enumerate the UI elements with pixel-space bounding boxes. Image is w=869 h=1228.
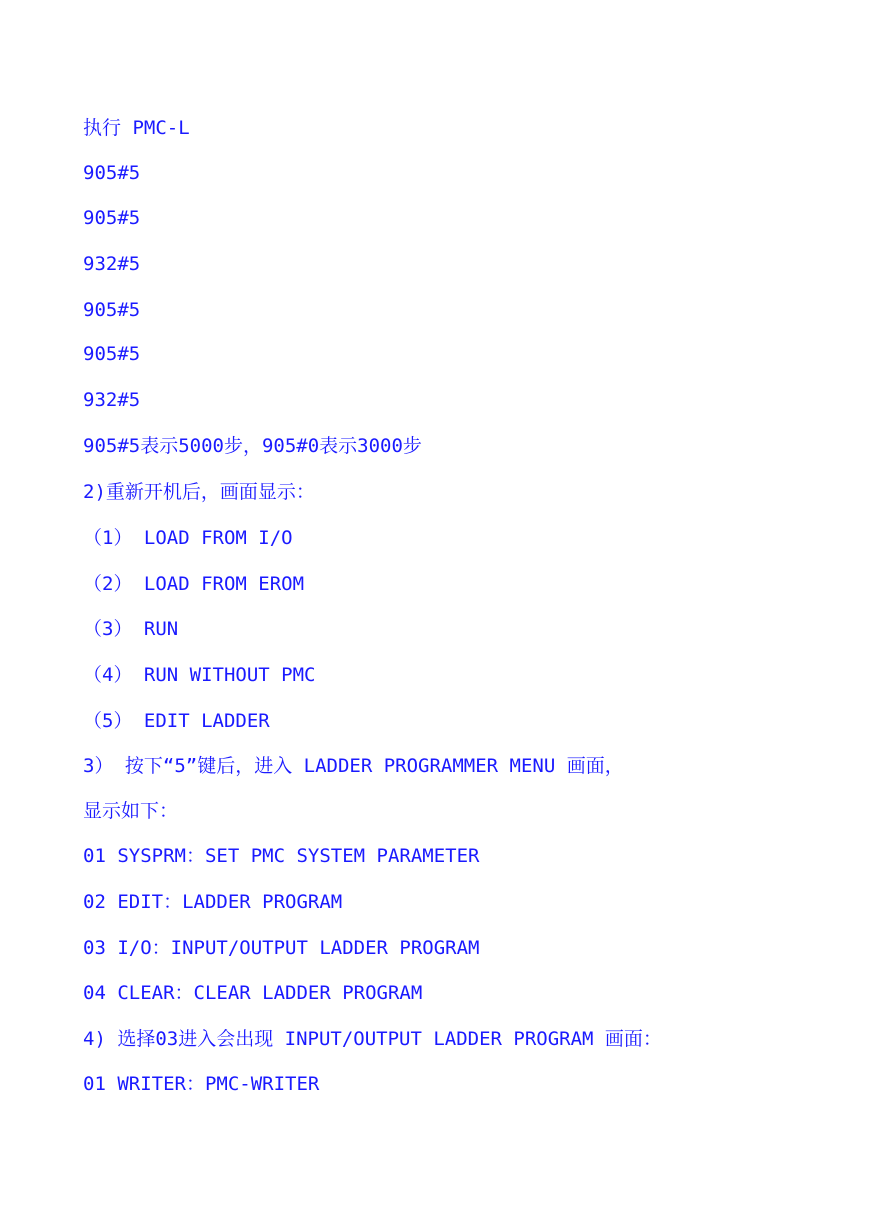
text-line: （2） LOAD FROM EROM xyxy=(83,573,305,595)
text-line: 4) 选择03进入会出现 INPUT/OUTPUT LADDER PROGRAM 画面： xyxy=(83,1028,662,1050)
text-line: 显示如下： xyxy=(83,800,179,822)
text-line: 932#5 xyxy=(83,253,141,275)
text-line: 02 EDIT：LADDER PROGRAM xyxy=(83,891,343,913)
text-line: 905#5 xyxy=(83,162,141,184)
text-line: 2)重新开机后，画面显示： xyxy=(83,481,315,503)
text-line: 01 WRITER：PMC-WRITER xyxy=(83,1073,320,1095)
text-line: 905#5 xyxy=(83,207,141,229)
text-line: 905#5 xyxy=(83,343,141,365)
text-line: （1） LOAD FROM I/O xyxy=(83,527,293,549)
text-line: 905#5表示5000步，905#0表示3000步 xyxy=(83,435,422,457)
text-line: 3） 按下“5”键后，进入 LADDER PROGRAMMER MENU 画面， xyxy=(83,755,624,777)
text-line: 03 I/O：INPUT/OUTPUT LADDER PROGRAM xyxy=(83,937,480,959)
text-line: 905#5 xyxy=(83,299,141,321)
text-line: （4） RUN WITHOUT PMC xyxy=(83,664,316,686)
text-line: （5） EDIT LADDER xyxy=(83,710,270,732)
text-line: 执行 PMC-L xyxy=(83,117,190,139)
text-line: （3） RUN xyxy=(83,618,179,640)
text-line: 04 CLEAR：CLEAR LADDER PROGRAM xyxy=(83,982,423,1004)
text-line: 932#5 xyxy=(83,389,141,411)
text-line: 01 SYSPRM：SET PMC SYSTEM PARAMETER xyxy=(83,845,480,867)
